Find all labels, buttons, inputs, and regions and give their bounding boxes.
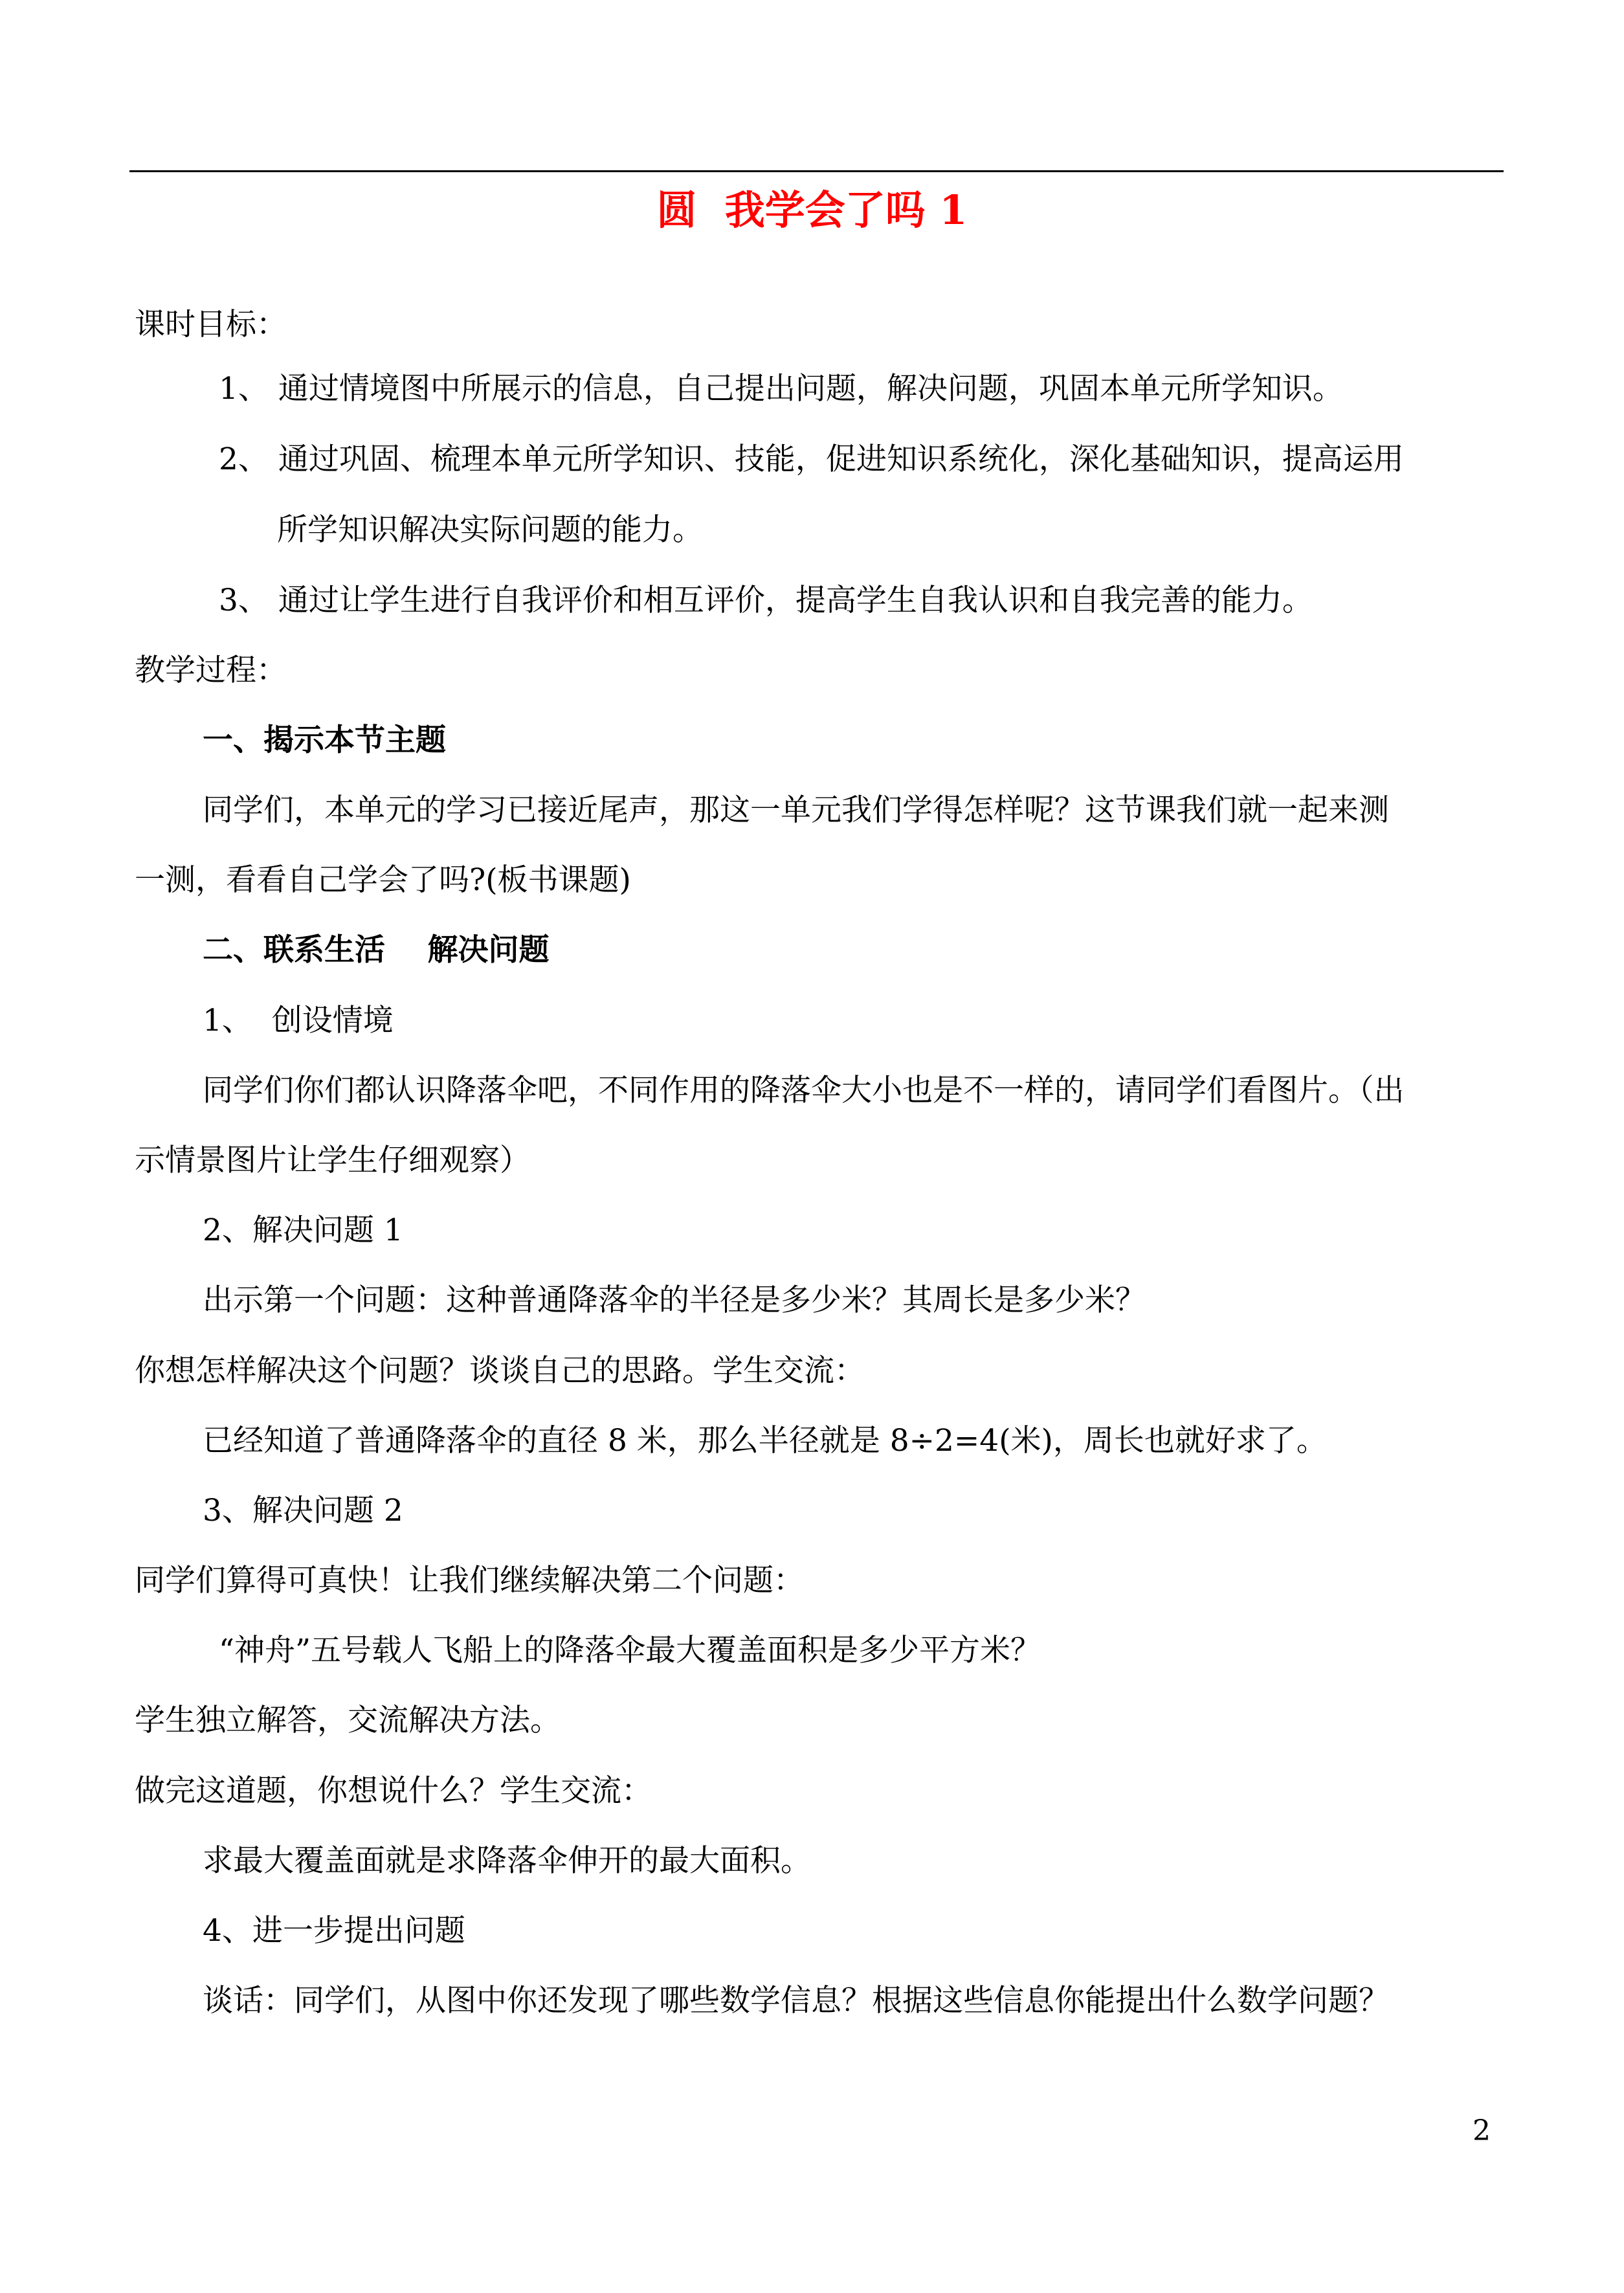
paragraph-intro-continued: 一测，看看自己学会了吗?(板书课题)	[135, 862, 631, 898]
objective-1: 1、 通过情境图中所展示的信息，自己提出问题，解决问题，巩固本单元所学知识。	[219, 371, 1343, 407]
document-title: 圆 我学会了吗 1	[656, 186, 968, 234]
paragraph-answer-2: 求最大覆盖面就是求降落伞伸开的最大面积。	[203, 1843, 811, 1879]
objective-2: 2、 通过巩固、梳理本单元所学知识、技能，促进知识系统化，深化基础知识，提高运用	[219, 442, 1404, 477]
heading-part-1: 一、揭示本节主题	[203, 722, 446, 758]
paragraph-answer-1: 已经知道了普通降落伞的直径 8 米，那么半径就是 8÷2=4(米)，周长也就好求了。	[203, 1423, 1327, 1459]
step-3-heading: 3、解决问题 2	[203, 1493, 403, 1528]
step-2-heading: 2、解决问题 1	[203, 1213, 403, 1248]
section-label-objectives: 课时目标：	[135, 307, 287, 342]
paragraph-solve: 学生独立解答，交流解决方法。	[135, 1703, 561, 1738]
question-1: 出示第一个问题：这种普通降落伞的半径是多少米？其周长是多少米？	[203, 1282, 1146, 1318]
paragraph-intro: 同学们，本单元的学习已接近尾声，那这一单元我们学得怎样呢？这节课我们就一起来测	[203, 792, 1389, 828]
paragraph-parachute-continued: 示情景图片让学生仔细观察）	[135, 1143, 530, 1178]
section-label-process: 教学过程：	[135, 653, 287, 688]
paragraph-further-questions: 谈话：同学们，从图中你还发现了哪些数学信息？根据这些信息你能提出什么数学问题？	[203, 1983, 1389, 2019]
paragraph-parachute: 同学们你们都认识降落伞吧，不同作用的降落伞大小也是不一样的，请同学们看图片。（出	[203, 1073, 1405, 1108]
paragraph-discuss-1: 你想怎样解决这个问题？谈谈自己的思路。学生交流：	[135, 1353, 865, 1389]
objective-3: 3、 通过让学生进行自我评价和相互评价，提高学生自我认识和自我完善的能力。	[219, 583, 1313, 618]
header-rule	[129, 170, 1504, 172]
step-4-heading: 4、进一步提出问题	[203, 1913, 465, 1949]
step-1-heading: 1、 创设情境	[203, 1003, 394, 1038]
heading-part-2: 二、联系生活 解决问题	[203, 932, 550, 968]
paragraph-reflect: 做完这道题，你想说什么？学生交流：	[135, 1773, 652, 1809]
question-2: “神舟”五号载人飞船上的降落伞最大覆盖面积是多少平方米？	[219, 1633, 1041, 1668]
objective-2-continued: 所学知识解决实际问题的能力。	[277, 512, 703, 548]
page-number: 2	[1473, 2114, 1491, 2147]
paragraph-continue: 同学们算得可真快！让我们继续解决第二个问题：	[135, 1563, 804, 1598]
